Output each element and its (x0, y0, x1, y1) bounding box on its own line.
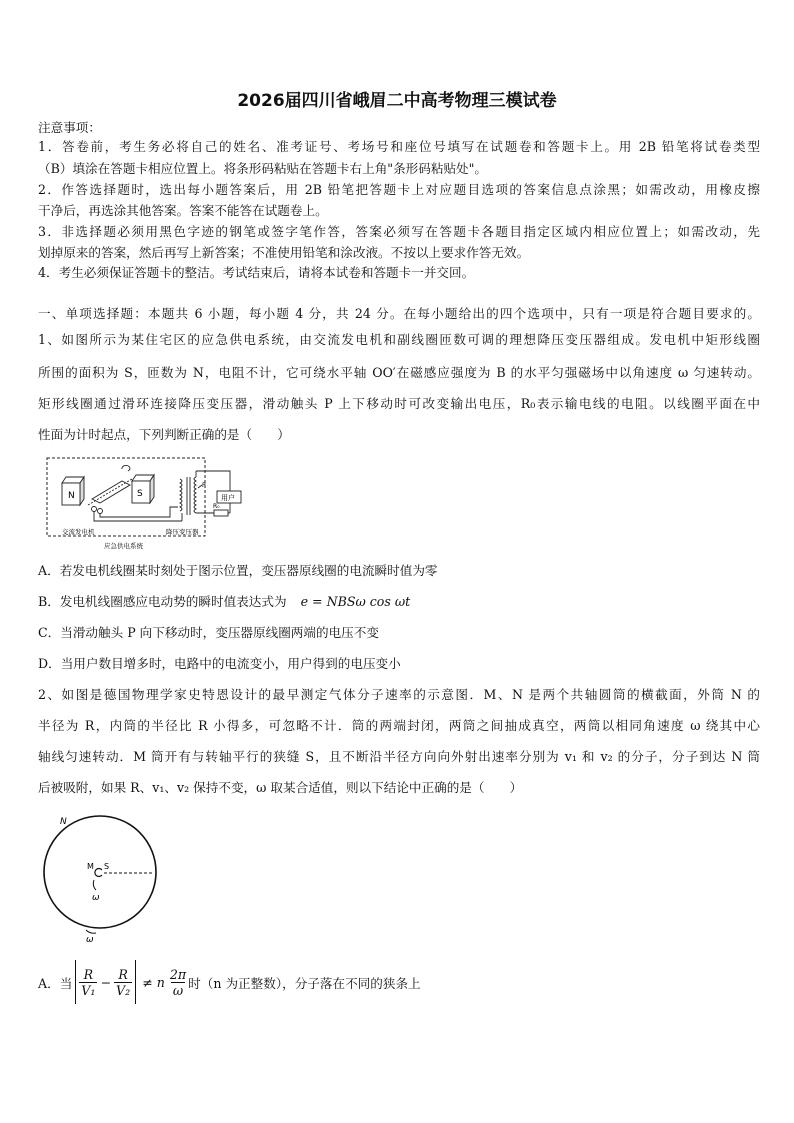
wires (94, 507, 182, 521)
notice-line: 干净后，再选涂其他答案。答案不能答在试题卷上。 (38, 203, 328, 218)
q1-stem-line: 矩形线圈通过滑环连接降压变压器，滑动触头 P 上下移动时可改变输出电压，R₀表示输电线的电阻。以线圈平面在中 (38, 396, 760, 411)
fraction-numerator: 2π (169, 966, 187, 982)
fraction-denominator: V₁ (81, 982, 96, 998)
magnet-s (132, 475, 154, 503)
option-text: 当滑动触头 P 向下移动时，变压器原线圈两端的电压不变 (60, 625, 379, 640)
label-m: M (87, 862, 94, 871)
fraction (114, 967, 132, 998)
notice-line: 3．非选择题必须用黑色字迹的钢笔或签字笔作答，答案必须写在答题卡各题目指定区域内相应位置上；如需改动，先 (38, 224, 760, 239)
exam-title: 2026届四川省峨眉二中高考物理三模试卷 (237, 91, 557, 111)
fraction (79, 967, 97, 998)
inner-rotation-arrow (93, 880, 96, 890)
magnet-n-label: N (68, 491, 75, 501)
option-key: B． (38, 594, 60, 609)
option-key: C． (38, 625, 61, 640)
q1-option-b (38, 593, 760, 611)
neq-n: ≠ n (142, 974, 165, 990)
slider-p-label: P (202, 482, 206, 489)
option-text: 若发电机线圈某时刻处于图示位置，变压器原线圈的电流瞬时值为零 (59, 563, 438, 578)
label-s: S (104, 862, 110, 871)
q2-cylinder-figure (40, 810, 170, 945)
fraction (168, 967, 188, 998)
omega-outer-label: ω (86, 935, 94, 945)
q1-stem-line: 性面为计时起点，下列判断正确的是（ ） (38, 427, 290, 442)
q2-stem-line: 轴线匀速转动．M 筒开有与转轴平行的狭缝 S，且不断沿半径方向向外射出速率分别为 v₁ 和 v₂ 的分子，分子到达 N 筒 (38, 749, 760, 764)
notice-heading: 注意事项： (38, 120, 101, 135)
generator-caption: 交流发电机 (62, 528, 95, 536)
fraction-denominator: V₂ (116, 982, 131, 998)
option-key: D． (38, 656, 61, 671)
q1-stem-line: 1、如图所示为某住宅区的应急供电系统，由交流发电机和副线圈匝数可调的理想降压变压器组成。发电机中矩形线圈 (38, 332, 760, 347)
magnet-s-label: S (137, 489, 143, 499)
q2-stem-line: 后被吸附，如果 R、v₁、v₂ 保持不变，ω 取某合适值，则以下结论中正确的是（ ） (38, 780, 523, 795)
option-text: 当用户数目增多时，电路中的电流变小，用户得到的电压变小 (60, 656, 401, 671)
q1-stem-line: 所围的面积为 S，匝数为 N，电阻不计，它可绕水平轴 OO′在磁感应强度为 B 的水平匀强磁场中以角速度 ω 匀速转动。 (38, 365, 760, 380)
outer-cylinder-n (44, 816, 156, 928)
notice-line: （B）填涂在答题卡相应位置上。将条形码粘贴在答题卡右上角"条形码粘贴处"。 (38, 161, 488, 176)
omega-inner-label: ω (92, 893, 100, 903)
notice-line: 划掉原来的答案，然后再写上新答案；不准使用铅笔和涂改液。不按以上要求作答无效。 (38, 245, 530, 260)
q1-option-d (38, 655, 760, 673)
option-text: 发电机线圈感应电动势的瞬时值表达式为 (59, 594, 287, 609)
fraction-numerator: R (83, 966, 94, 982)
option-formula: e = NBSω cos ωt (300, 594, 411, 609)
abs-expression (75, 960, 136, 1004)
system-caption: 应急供电系统 (104, 542, 143, 550)
option-key: A． (38, 563, 60, 578)
option-suffix: 时（n 为正整数），分子落在不同的狭条上 (188, 975, 421, 991)
inner-cylinder-m (95, 869, 102, 877)
section-heading: 一、单项选择题：本题共 6 小题，每小题 4 分，共 24 分。在每小题给出的四个选项中，只有一项是符合题目要求的。 (38, 306, 760, 321)
option-prefix: 当 (59, 975, 73, 991)
r0-label: R₀ (213, 503, 220, 510)
option-key: A． (38, 975, 60, 991)
q1-option-c (38, 624, 760, 642)
q1-circuit-figure (44, 455, 244, 555)
outer-rotation-arrow (86, 930, 96, 933)
fraction-denominator: ω (172, 982, 184, 998)
label-n: N (60, 817, 67, 827)
notice-line: 4．考生必须保证答题卡的整洁。考试结束后，请将本试卷和答题卡一并交回。 (38, 265, 475, 280)
magnet-n (62, 477, 84, 505)
resistor-r0 (214, 510, 228, 516)
notice-line: 1．答卷前，考生务必将自己的姓名、准考证号、考场号和座位号填写在试题卷和答题卡上。用 2B 铅笔将试卷类型 (38, 139, 760, 154)
fraction-numerator: R (118, 966, 128, 982)
user-label: 用户 (221, 494, 235, 502)
q2-stem-line: 2、如图是德国物理学家史特恩设计的最早测定气体分子速率的示意图．M、N 是两个共轴圆筒的横截面，外筒 N 的 (38, 687, 760, 702)
rotating-coil (88, 465, 132, 513)
q2-stem-line: 半径为 R，内筒的半径比 R 小得多，可忽略不计．筒的两端封闭，两筒之间抽成真空，两筒以相同角速度 ω 绕其中心 (38, 718, 760, 733)
notice-line: 2．作答选择题时，选出每小题答案后，用 2B 铅笔把答题卡上对应题目选项的答案信息点涂黑；如需改动，用橡皮擦 (38, 182, 760, 197)
transformer-caption: 降压变压器 (166, 528, 199, 536)
q2-option-a (38, 958, 421, 1006)
minus-sign: − (100, 974, 112, 990)
q1-option-a (38, 562, 760, 580)
